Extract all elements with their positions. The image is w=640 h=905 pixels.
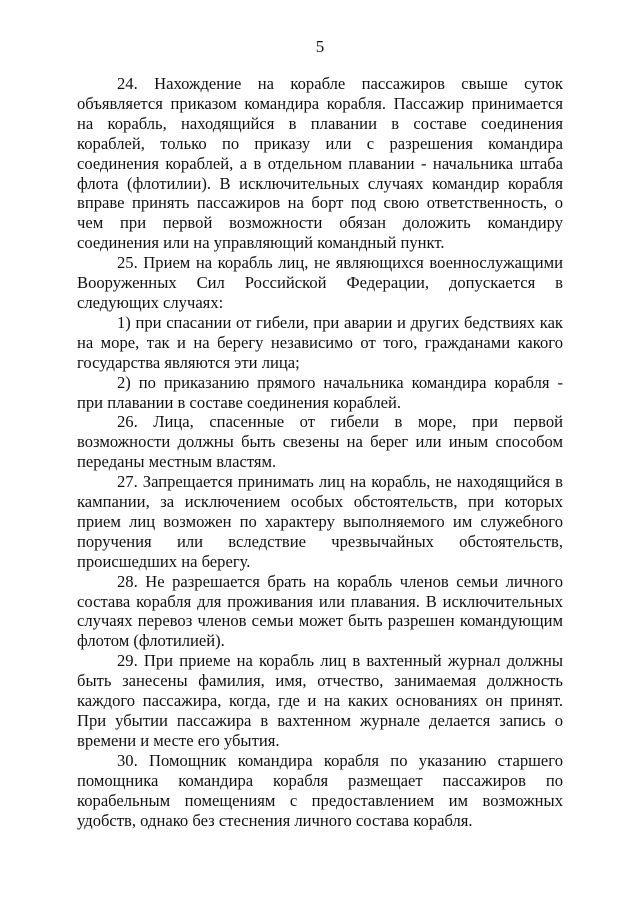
paragraph-24: 24. Нахождение на корабле пассажиров свыше суток объявляется приказом командира корабля. Пассажир принимается на корабль, находящийся в плавании в составе соединения кораблей, только по приказу или с разрешения командира соединения кораблей, а в отдельном плавании - начальника штаба флота (флотилии). В исключительных случаях командир корабля вправе принять пассажиров на борт под свою ответственность, о чем при первой возможности обязан доложить командиру соединения или на управляющий командный пункт. <box>77 74 563 253</box>
paragraph-30: 30. Помощник командира корабля по указанию старшего помощника командира корабля размещает пассажиров по корабельным помещениям с предоставлением им возможных удобств, однако без стеснения личного состава корабля. <box>77 750 563 830</box>
paragraph-25: 25. Прием на корабль лиц, не являющихся военнослужащими Вооруженных Сил Российской Федерации, допускается в следующих случаях: <box>77 253 563 312</box>
paragraph-25-item-1: 1) при спасании от гибели, при аварии и других бедствиях как на море, так и на берегу независимо от того, гражданами какого государства являются эти лица; <box>77 312 563 372</box>
paragraph-25-item-2: 2) по приказанию прямого начальника командира корабля - при плавании в составе соединения кораблей. <box>77 372 563 412</box>
paragraph-27: 27. Запрещается принимать лиц на корабль, не находящийся в кампании, за исключением особых обстоятельств, при которых прием лиц возможен по характеру выполняемого им служебного поручения или вследствие чрезвычайных обстоятельств, происшедших на берегу. <box>77 472 563 571</box>
document-body <box>77 74 563 830</box>
page-number: 5 <box>315 37 325 56</box>
paragraph-26: 26. Лица, спасенные от гибели в море, при первой возможности должны быть свезены на берег или иным способом переданы местным властям. <box>77 412 563 472</box>
paragraph-28: 28. Не разрешается брать на корабль членов семьи личного состава корабля для проживания или плавания. В исключительных случаях перевоз членов семьи может быть разрешен командующим флотом (флотилией). <box>77 571 563 651</box>
paragraph-29: 29. При приеме на корабль лиц в вахтенный журнал должны быть занесены фамилия, имя, отчество, занимаемая должность каждого пассажира, когда, где и на каких основаниях он принят. При убытии пассажира в вахтенном журнале делается запись о времени и месте его убытия. <box>77 651 563 750</box>
